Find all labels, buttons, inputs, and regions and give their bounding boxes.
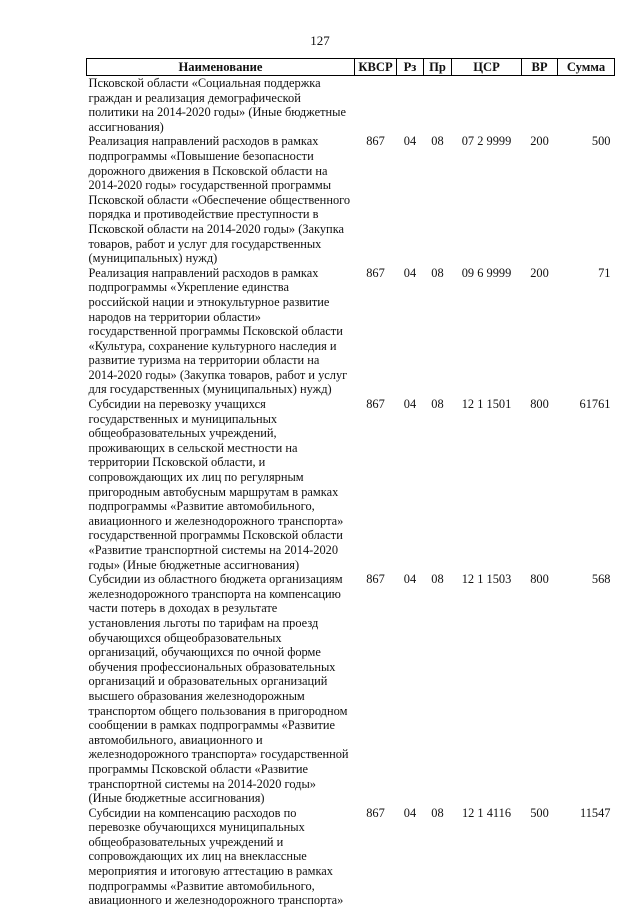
table-row — [87, 76, 615, 135]
row-csr — [452, 76, 522, 135]
row-csr: 09 6 9999 — [461, 265, 512, 280]
row-vr: 800 — [530, 572, 549, 587]
header-csr: ЦСР — [452, 59, 522, 76]
row-pr: 08 — [431, 572, 444, 587]
row-csr: 12 1 1501 — [461, 397, 512, 412]
row-pr: 08 — [431, 397, 444, 412]
budget-table — [86, 58, 615, 908]
row-csr: 12 1 4116 — [461, 805, 512, 820]
row-kvsr — [355, 76, 397, 135]
row-vr: 500 — [530, 805, 549, 820]
table-row — [87, 806, 615, 908]
row-vr: 800 — [530, 397, 549, 412]
row-kvsr: 867 — [366, 805, 385, 820]
row-csr: 12 1 1503 — [461, 572, 512, 587]
row-rz — [397, 76, 424, 135]
header-sum: Сумма — [558, 59, 615, 76]
row-pr — [424, 76, 452, 135]
table-row — [87, 134, 615, 265]
row-kvsr: 867 — [366, 397, 385, 412]
row-pr: 08 — [431, 805, 444, 820]
budget-table-container — [86, 58, 614, 908]
table-row — [87, 266, 615, 397]
row-name: Реализация направлений расходов в рамках подпрограммы «Повышение безопасности дорожного движения в Псковской области на 2014-2020 годы» государственной программы Псковской области «Обеспечение общественного порядка и противодействие преступности в Псковской области на 2014-2020 годы» (Закупка товаров, работ и услуг для государственных (муниципальных) нужд) — [88, 134, 351, 266]
header-pr: Пр — [424, 59, 452, 76]
row-vr: 200 — [530, 265, 549, 280]
row-sum: 500 — [591, 134, 611, 149]
page-number: 127 — [310, 33, 330, 48]
table-header-row — [87, 59, 615, 76]
row-name: Реализация направлений расходов в рамках подпрограммы «Укрепление единства российской нации и этнокультурное развитие народов на территории области» государственной программы Псковской области «Культура, сохранение культурного наследия и развитие туризма на территории области на 2014-2020 годы» (Закупка товаров, работ и услуг для государственных (муниципальных) нужд) — [88, 265, 348, 397]
table-row — [87, 397, 615, 572]
row-rz: 04 — [403, 134, 417, 149]
row-sum: 568 — [591, 572, 611, 587]
row-vr — [522, 76, 558, 135]
row-kvsr: 867 — [366, 572, 385, 587]
row-rz: 04 — [403, 805, 417, 820]
row-rz: 04 — [403, 265, 417, 280]
row-name: Субсидии на компенсацию расходов по перевозке обучающихся муниципальных общеобразовательных учреждений и сопровождающих их лиц на внеклассные мероприятия и итоговую аттестацию в рамках подпрограммы «Развитие автомобильного, авиационного и железнодорожного транспорта» — [88, 805, 344, 908]
row-name: Псковской области «Социальная поддержка граждан и реализация демографической политики на 2014-2020 годы» (Иные бюджетные ассигнования) — [88, 76, 346, 134]
header-name: Наименование — [87, 59, 355, 76]
header-vr: ВР — [522, 59, 558, 76]
row-sum — [558, 76, 615, 135]
row-rz: 04 — [403, 572, 417, 587]
row-sum: 11547 — [579, 805, 611, 820]
row-sum: 71 — [598, 265, 611, 280]
row-name: Субсидии из областного бюджета организациям железнодорожного транспорта на компенсацию части потерь в доходах в результате установления льготы по тарифам на проезд обучающихся общеобразовательных организаций, обучающихся по очной форме обучения профессиональных образовательных организаций и образовательных организаций высшего образования железнодорожным транспортом общего пользования в пригородном сообщении в рамках подпрограммы «Развитие автомобильного, авиационного и железнодорожного транспорта» государственной программы Псковской области «Развитие транспортной системы на 2014-2020 годы» (Иные бюджетные ассигнования) — [88, 572, 349, 806]
header-kvsr: КВСР — [355, 59, 397, 76]
row-kvsr: 867 — [366, 134, 385, 149]
row-kvsr: 867 — [366, 265, 385, 280]
row-pr: 08 — [431, 265, 444, 280]
row-csr: 07 2 9999 — [461, 134, 512, 149]
row-name: Субсидии на перевозку учащихся государственных и муниципальных общеобразовательных учреждений, проживающих в сельской местности на территории Псковской области, и сопровождающих их лиц по регулярным пригородным автобусным маршрутам в рамках подпрограммы «Развитие автомобильного, авиационного и железнодорожного транспорта» государственной программы Псковской области «Развитие транспортной системы на 2014-2020 годы» (Иные бюджетные ассигнования) — [88, 397, 344, 572]
header-rz: Рз — [397, 59, 424, 76]
row-pr: 08 — [431, 134, 444, 149]
row-rz: 04 — [403, 397, 417, 412]
row-vr: 200 — [530, 134, 549, 149]
row-sum: 61761 — [579, 397, 611, 412]
table-row — [87, 572, 615, 806]
